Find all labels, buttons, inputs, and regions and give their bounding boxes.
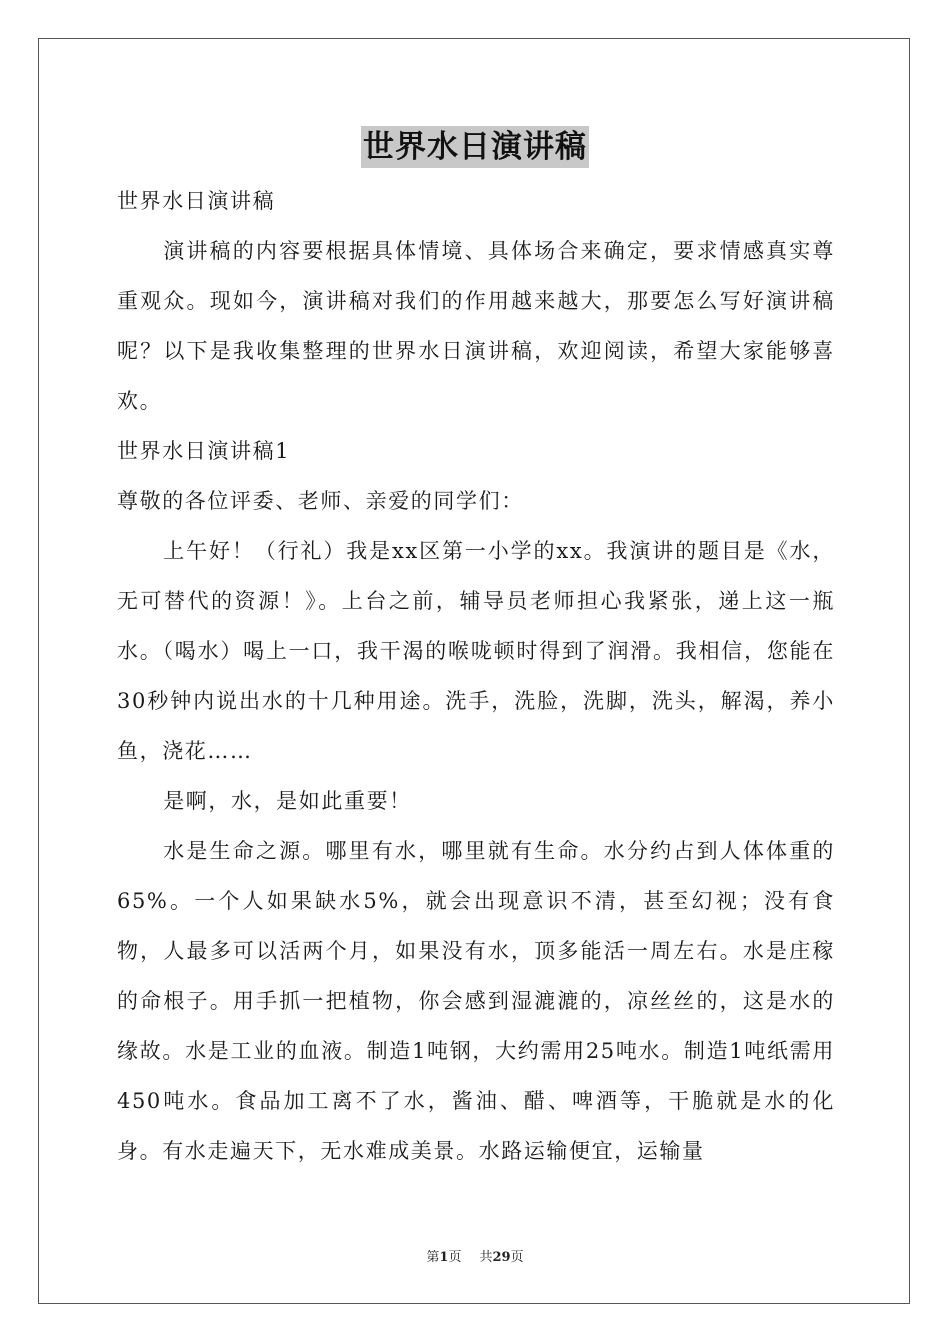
body-paragraph: 水是生命之源。哪里有水，哪里就有生命。水分约占到人体体重的65%。一个人如果缺水5%，就会出现意识不清，甚至幻视；没有食物，人最多可以活两个月，如果没有水，顶多能活一周左右。水是庄稼的命根子。用手抓一把植物，你会感到湿漉漉的，凉丝丝的，这是水的缘故。水是工业的血液。制造1吨钢，大约需用25吨水。制造1吨纸需用450吨水。食品加工离不了水，酱油、醋、啤酒等，干脆就是水的化身。有水走遍天下，无水难成美景。水路运输便宜，运输量 bbox=[117, 839, 835, 1163]
title-container bbox=[0, 126, 950, 168]
document-title: 世界水日演讲稿 bbox=[361, 126, 589, 168]
salutation-paragraph: 尊敬的各位评委、老师、亲爱的同学们： bbox=[117, 489, 524, 513]
footer-total-pages: 29 bbox=[492, 1250, 511, 1265]
footer-total-prefix: 共 bbox=[479, 1250, 493, 1265]
body-paragraph: 上午好！（行礼）我是xx区第一小学的xx。我演讲的题目是《水，无可替代的资源！》。上台之前，辅导员老师担心我紧张，递上这一瓶水。（喝水）喝上一口，我干渴的喉咙顿时得到了润滑。我相信，您能在30秒钟内说出水的十几种用途。洗手，洗脸，洗脚，洗头，解渴，养小鱼，浇花…… bbox=[117, 539, 835, 763]
subtitle-paragraph: 世界水日演讲稿 bbox=[117, 189, 276, 213]
page-footer bbox=[0, 1246, 950, 1265]
document-body bbox=[117, 176, 835, 1176]
footer-page-suffix: 页 bbox=[448, 1250, 462, 1265]
section-heading: 世界水日演讲稿1 bbox=[117, 439, 291, 463]
body-paragraph: 是啊，水，是如此重要！ bbox=[163, 789, 412, 813]
footer-page-prefix: 第 bbox=[426, 1250, 440, 1265]
footer-page-number: 1 bbox=[439, 1250, 449, 1265]
intro-paragraph: 演讲稿的内容要根据具体情境、具体场合来确定，要求情感真实尊重观众。现如今，演讲稿对我们的作用越来越大，那要怎么写好演讲稿呢？以下是我收集整理的世界水日演讲稿，欢迎阅读，希望大家能够喜欢。 bbox=[117, 239, 835, 413]
footer-total-suffix: 页 bbox=[510, 1250, 524, 1265]
